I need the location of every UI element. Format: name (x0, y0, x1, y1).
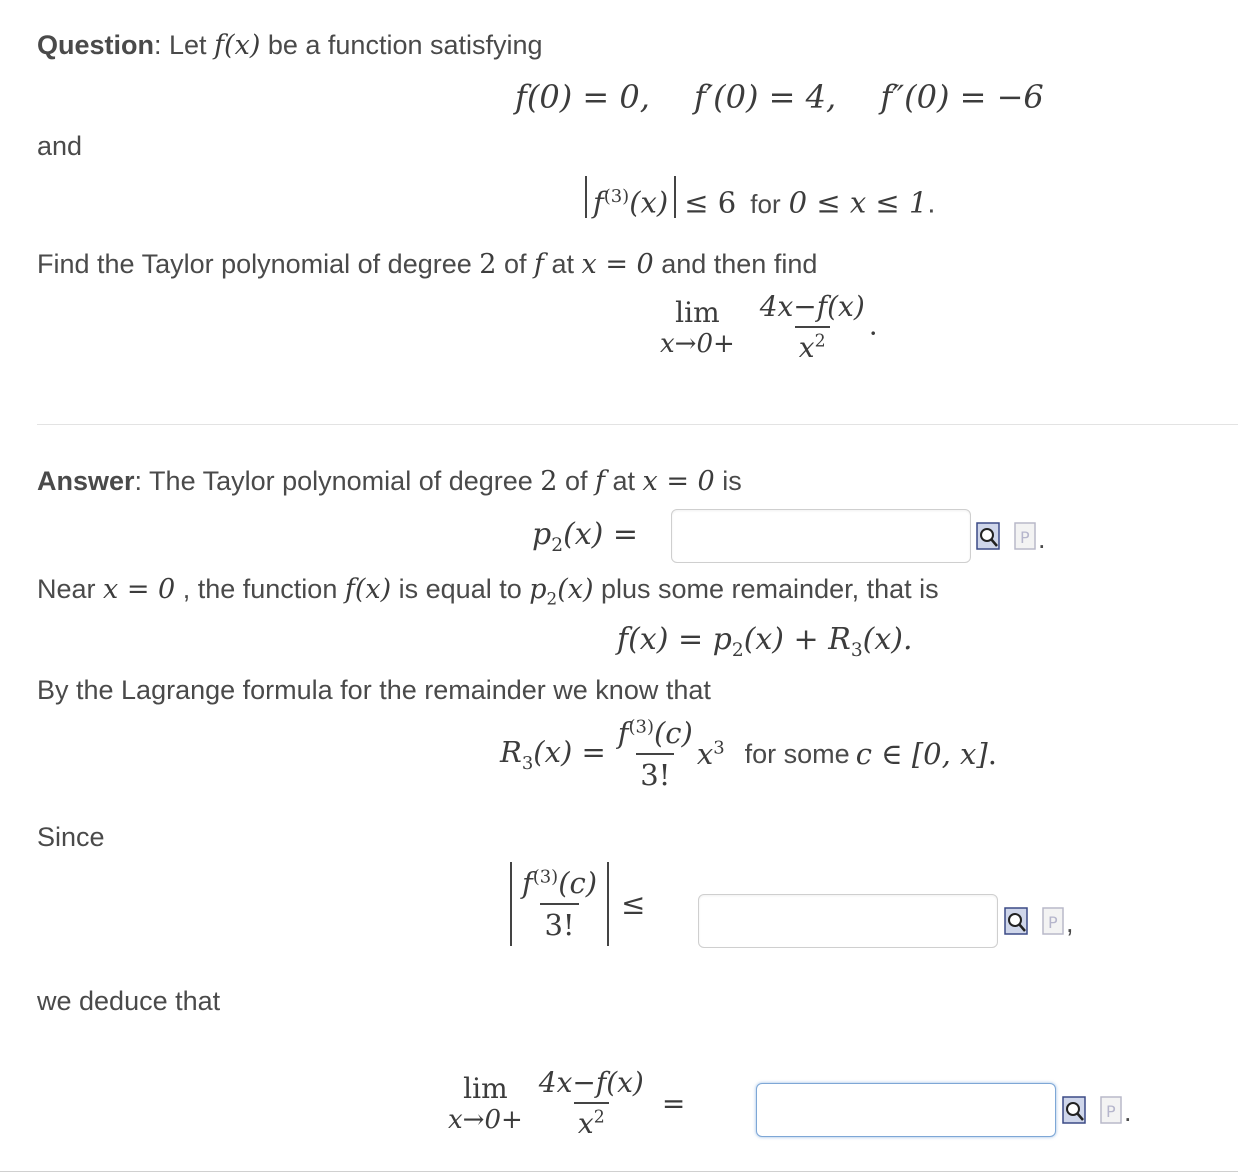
svg-text:P: P (1048, 913, 1058, 932)
lagrange-sentence: By the Lagrange formula for the remainder we know that (37, 675, 711, 705)
final-limit: lim x→0+ $\frac{4x-f(x)}{x^2}$ = (448, 1066, 686, 1140)
answer-label: Answer (37, 466, 135, 496)
question-intro: Question: Let f(x) be a function satisfying (37, 30, 543, 61)
bound-input[interactable] (698, 894, 998, 948)
near-sentence: Near x = 0 , the function f(x) is equal to $p_2(x)$ plus some remainder, that is (37, 574, 939, 609)
bottom-divider (0, 1171, 1238, 1172)
limit-answer-input[interactable] (756, 1083, 1056, 1137)
and-word: and (37, 131, 83, 161)
section-divider (37, 424, 1238, 425)
fx-symbol: f(x) (214, 30, 261, 61)
answer-intro: Answer: The Taylor polynomial of degree 2 of f at x = 0 is (37, 466, 742, 497)
derivative-bound: $f^{(3)}(x) \le 6$ for 0 ≤ x ≤ 1. (585, 176, 935, 221)
find-instruction: Find the Taylor polynomial of degree 2 of f at x = 0 and then find (37, 249, 818, 280)
taylor-polynomial-input[interactable] (671, 509, 971, 563)
svg-text:P: P (1106, 1102, 1116, 1121)
format-help-icon[interactable] (1014, 522, 1038, 550)
question-limit: lim x→0+ $\frac{4x-f(x)}{x^2}$ . (660, 290, 878, 364)
question-label: Question (37, 30, 155, 60)
initial-conditions: f(0) = 0, f′(0) = 4, f″(0) = −6 (515, 78, 1044, 116)
preview-icon[interactable] (1062, 1096, 1086, 1124)
format-help-icon[interactable] (1100, 1096, 1124, 1124)
svg-text:P: P (1020, 528, 1030, 547)
remainder-equation: $f(x) = p_2(x) + R_3(x)$. (617, 622, 913, 661)
lagrange-remainder: $R_3(x)$ = $\frac{f^{(3)}(c)}{3!}$ $x^3$ for some c ∈ [0, x] . (500, 716, 997, 792)
since-bound: $\frac{f^{(3)}(c)}{3!}$ ≤ (510, 862, 645, 946)
since-word: Since (37, 822, 105, 852)
preview-icon[interactable] (976, 522, 1000, 550)
preview-icon[interactable] (1004, 907, 1028, 935)
format-help-icon[interactable] (1042, 907, 1066, 935)
deduce-sentence: we deduce that (37, 986, 221, 1016)
p2-label: $p_2(x)$ = (532, 517, 639, 556)
